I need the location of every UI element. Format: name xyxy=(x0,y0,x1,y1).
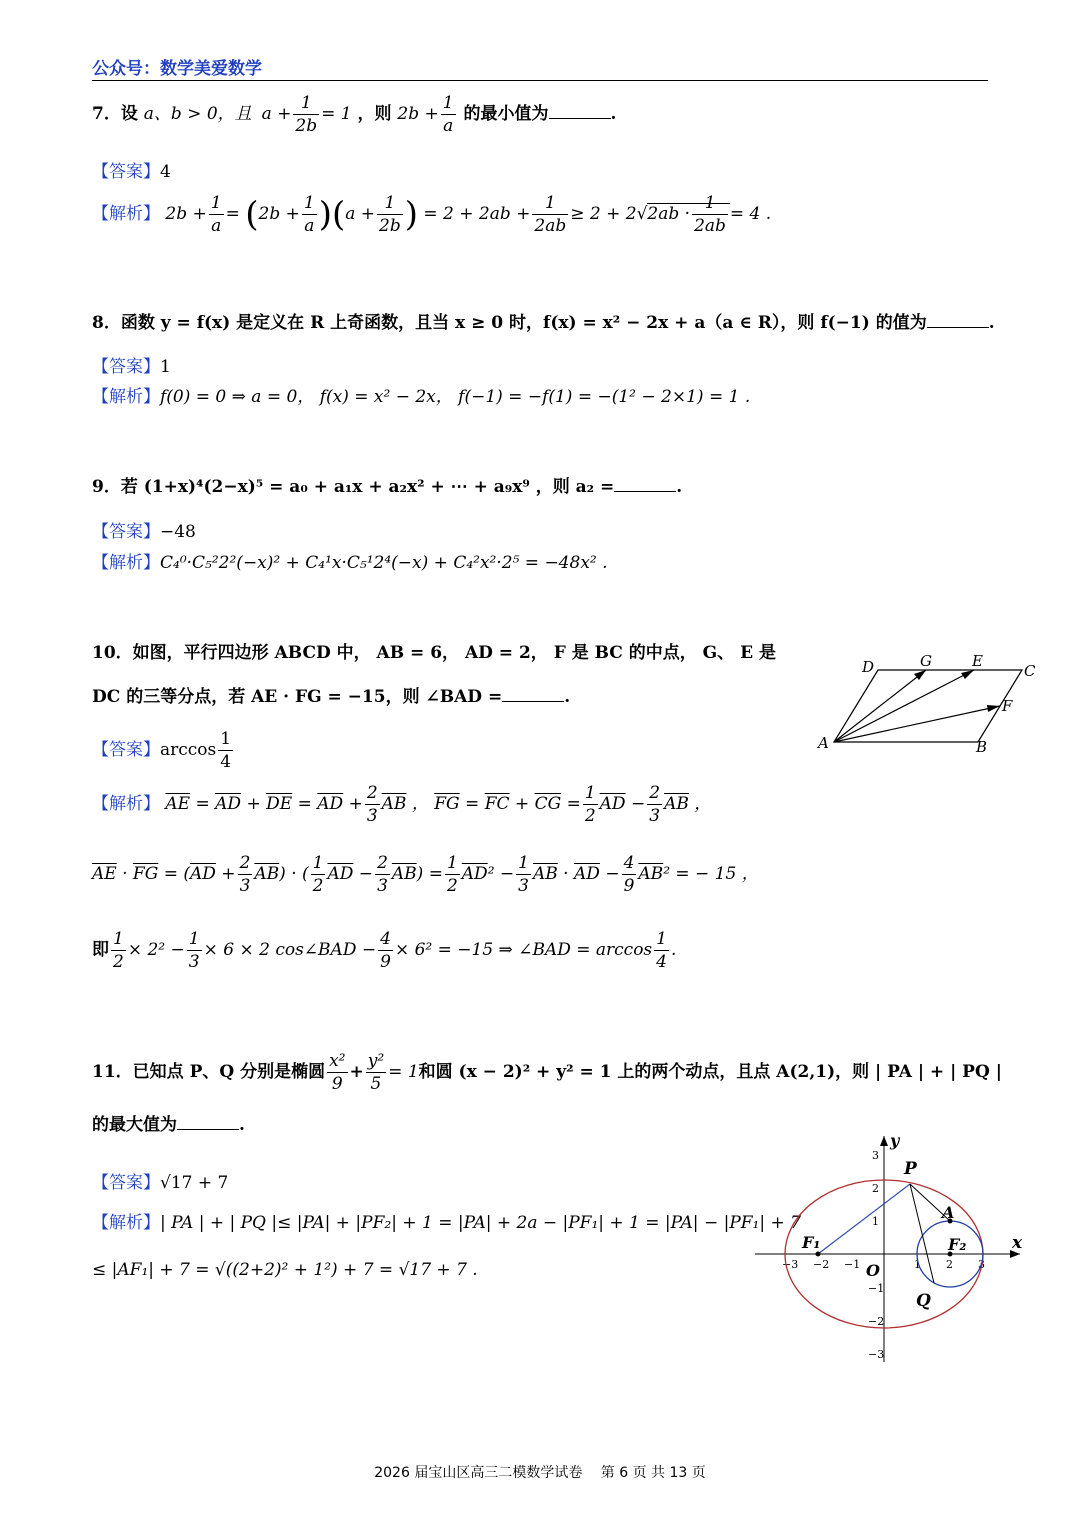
label-d: D xyxy=(862,658,875,676)
svg-text:−1: −1 xyxy=(844,1258,861,1271)
q11-answer: 【答案】√17 + 7 xyxy=(92,1173,229,1193)
label-e: E xyxy=(972,652,983,670)
svg-text:−2: −2 xyxy=(868,1315,885,1328)
label-g: G xyxy=(920,652,932,670)
q11-analysis-1: 【解析】| PA | + | PQ |≤ |PA| + |PF₂| + 1 = |PA| + 2a − |PF₁| + 1 = |PA| − |PF₁| + 7 xyxy=(92,1213,801,1233)
svg-text:x: x xyxy=(1012,1233,1023,1253)
focus-f2: F₂ xyxy=(948,1235,967,1254)
q7-answer: 【答案】4 xyxy=(92,162,171,182)
header-title: 公众号：数学美爱数学 xyxy=(92,59,262,79)
svg-text:y: y xyxy=(890,1131,900,1150)
label-b: B xyxy=(976,738,988,756)
ellipse-figure xyxy=(750,1130,1030,1370)
svg-text:−1: −1 xyxy=(868,1282,885,1295)
svg-text:−3: −3 xyxy=(868,1348,885,1361)
q10-analysis-3: 即 $\frac{1}{2}$ × 2² − $\frac{1}{3}$ × 6 × 2 cos∠BAD − $\frac{4}{9}$ × 6² = −15 ⇒ ∠BAD = arccos $\frac{1}{4}$ . xyxy=(92,929,677,972)
q7-analysis: 【解析】 2b + $\frac{1}{a}$ = (2b + $\frac{1}{a}$ )(a + $\frac{1}{2b}$ ) = 2 + 2ab + $\frac{1}{2ab}$ ≥ 2 + 2√2ab · $\frac{1}{2ab}$ = 4 . xyxy=(92,193,772,236)
point-a: A xyxy=(942,1203,955,1222)
svg-text:1: 1 xyxy=(872,1215,879,1228)
q7-then: ，则 xyxy=(357,104,392,124)
question-8: 8．函数 y = f(x) 是定义在 R 上奇函数，且当 x ≥ 0 时，f(x) = x² − 2x + a（a ∈ R），则 f(−1) 的值为 . xyxy=(92,313,995,333)
parallelogram-figure xyxy=(810,648,1050,758)
question-10-line1: 10．如图，平行四边形 ABCD 中， AB = 6， AD = 2， F 是 BC 的中点， G、 E 是 xyxy=(92,643,776,663)
page-footer: 2026 届宝山区高三二模数学试卷 第 6 页 共 13 页 xyxy=(374,1465,706,1481)
question-9: 9．若 (1+x)⁴(2−x)⁵ = a₀ + a₁x + a₂x² + ⋯ + a₉x⁹ ，则 a₂ = . xyxy=(92,477,683,497)
label-c: C xyxy=(1024,662,1036,680)
svg-text:2: 2 xyxy=(946,1258,953,1271)
svg-text:−3: −3 xyxy=(782,1258,799,1271)
label-f: F xyxy=(1002,697,1013,715)
svg-text:O: O xyxy=(866,1261,880,1280)
q10-answer: 【答案】arccos $\frac{1}{4}$ xyxy=(92,729,232,772)
focus-f1: F₁ xyxy=(802,1233,821,1252)
label-a: A xyxy=(818,734,829,752)
svg-text:3: 3 xyxy=(872,1149,879,1162)
question-11-line2: 的最大值为 . xyxy=(92,1115,245,1135)
point-p: P xyxy=(904,1159,917,1179)
vector-ae xyxy=(834,670,974,742)
vector-af xyxy=(834,706,1000,742)
q7-ask: 的最小值为 xyxy=(463,104,549,124)
q7-num: 7．设 xyxy=(92,104,138,124)
q10-analysis-1: 【解析】 $\overline{AE} = \overline{AD} + \overline{DE} = \overline{AD}$ + $\frac{2}{3}$ $\overline{AB}$ ， $\overline{FG} = \overline{FC} + \overline{CG}$ = $\frac{1}{2}$ $\overline{AD}$ − $\frac{2}{3}$ $\overline{AB}$ ， xyxy=(92,783,712,826)
q11-analysis-2: ≤ |AF₁| + 7 = √((2+2)² + 1²) + 7 = √17 + 7 . xyxy=(92,1260,478,1280)
q8-answer: 【答案】1 xyxy=(92,357,171,377)
svg-text:−2: −2 xyxy=(813,1258,830,1271)
svg-text:3: 3 xyxy=(978,1258,985,1271)
q9-analysis: 【解析】C₄⁰·C₅²2²(−x)² + C₄¹x·C₅¹2⁴(−x) + C₄²x²·2⁵ = −48x² . xyxy=(92,553,608,573)
question-7: 7．设 a、b > 0，且 a + $\frac{1}{2b}$ = 1 ，则 2b + $\frac{1}{a}$ 的最小值为 . xyxy=(92,93,617,136)
header-divider xyxy=(92,80,988,81)
question-11-line1: 11．已知点 P、Q 分别是椭圆 $\frac{\text{x²}}{9}$ + $\frac{\text{y²}}{5}$ = 1和圆 (x − 2)² + y² = 1 上的两个动点，且点 A(2,1)，则 | PA | + | PQ | xyxy=(92,1051,1002,1094)
question-10-line2: DC 的三等分点，若 AE · FG = −15，则 ∠BAD = . xyxy=(92,687,571,707)
svg-text:1: 1 xyxy=(914,1258,921,1271)
q8-analysis: 【解析】f(0) = 0 ⇒ a = 0， f(x) = x² − 2x， f(−1) = −f(1) = −(1² − 2×1) = 1 . xyxy=(92,387,751,407)
point-q: Q xyxy=(916,1291,931,1311)
q9-answer: 【答案】−48 xyxy=(92,522,196,542)
q7-cond: a、b > 0，且 xyxy=(143,104,252,124)
q10-analysis-2: $\overline{AE} \cdot \overline{FG} = (\overline{AD}$ + $\frac{2}{3}$ $\overline{AB}$) · ( $\frac{1}{2}$ $\overline{AD}$ − $\frac{2}{3}$ $\overline{AB}$) = $\frac{1}{2}$ $\overline{AD}^2$ − $\frac{1}{3}$ $\overline{AB} \cdot \overline{AD}$ − $\frac{4}{9}$ $\overline{AB}^2$ = − 15 ， xyxy=(92,853,759,896)
vector-ag xyxy=(834,670,926,742)
svg-text:2: 2 xyxy=(872,1182,879,1195)
